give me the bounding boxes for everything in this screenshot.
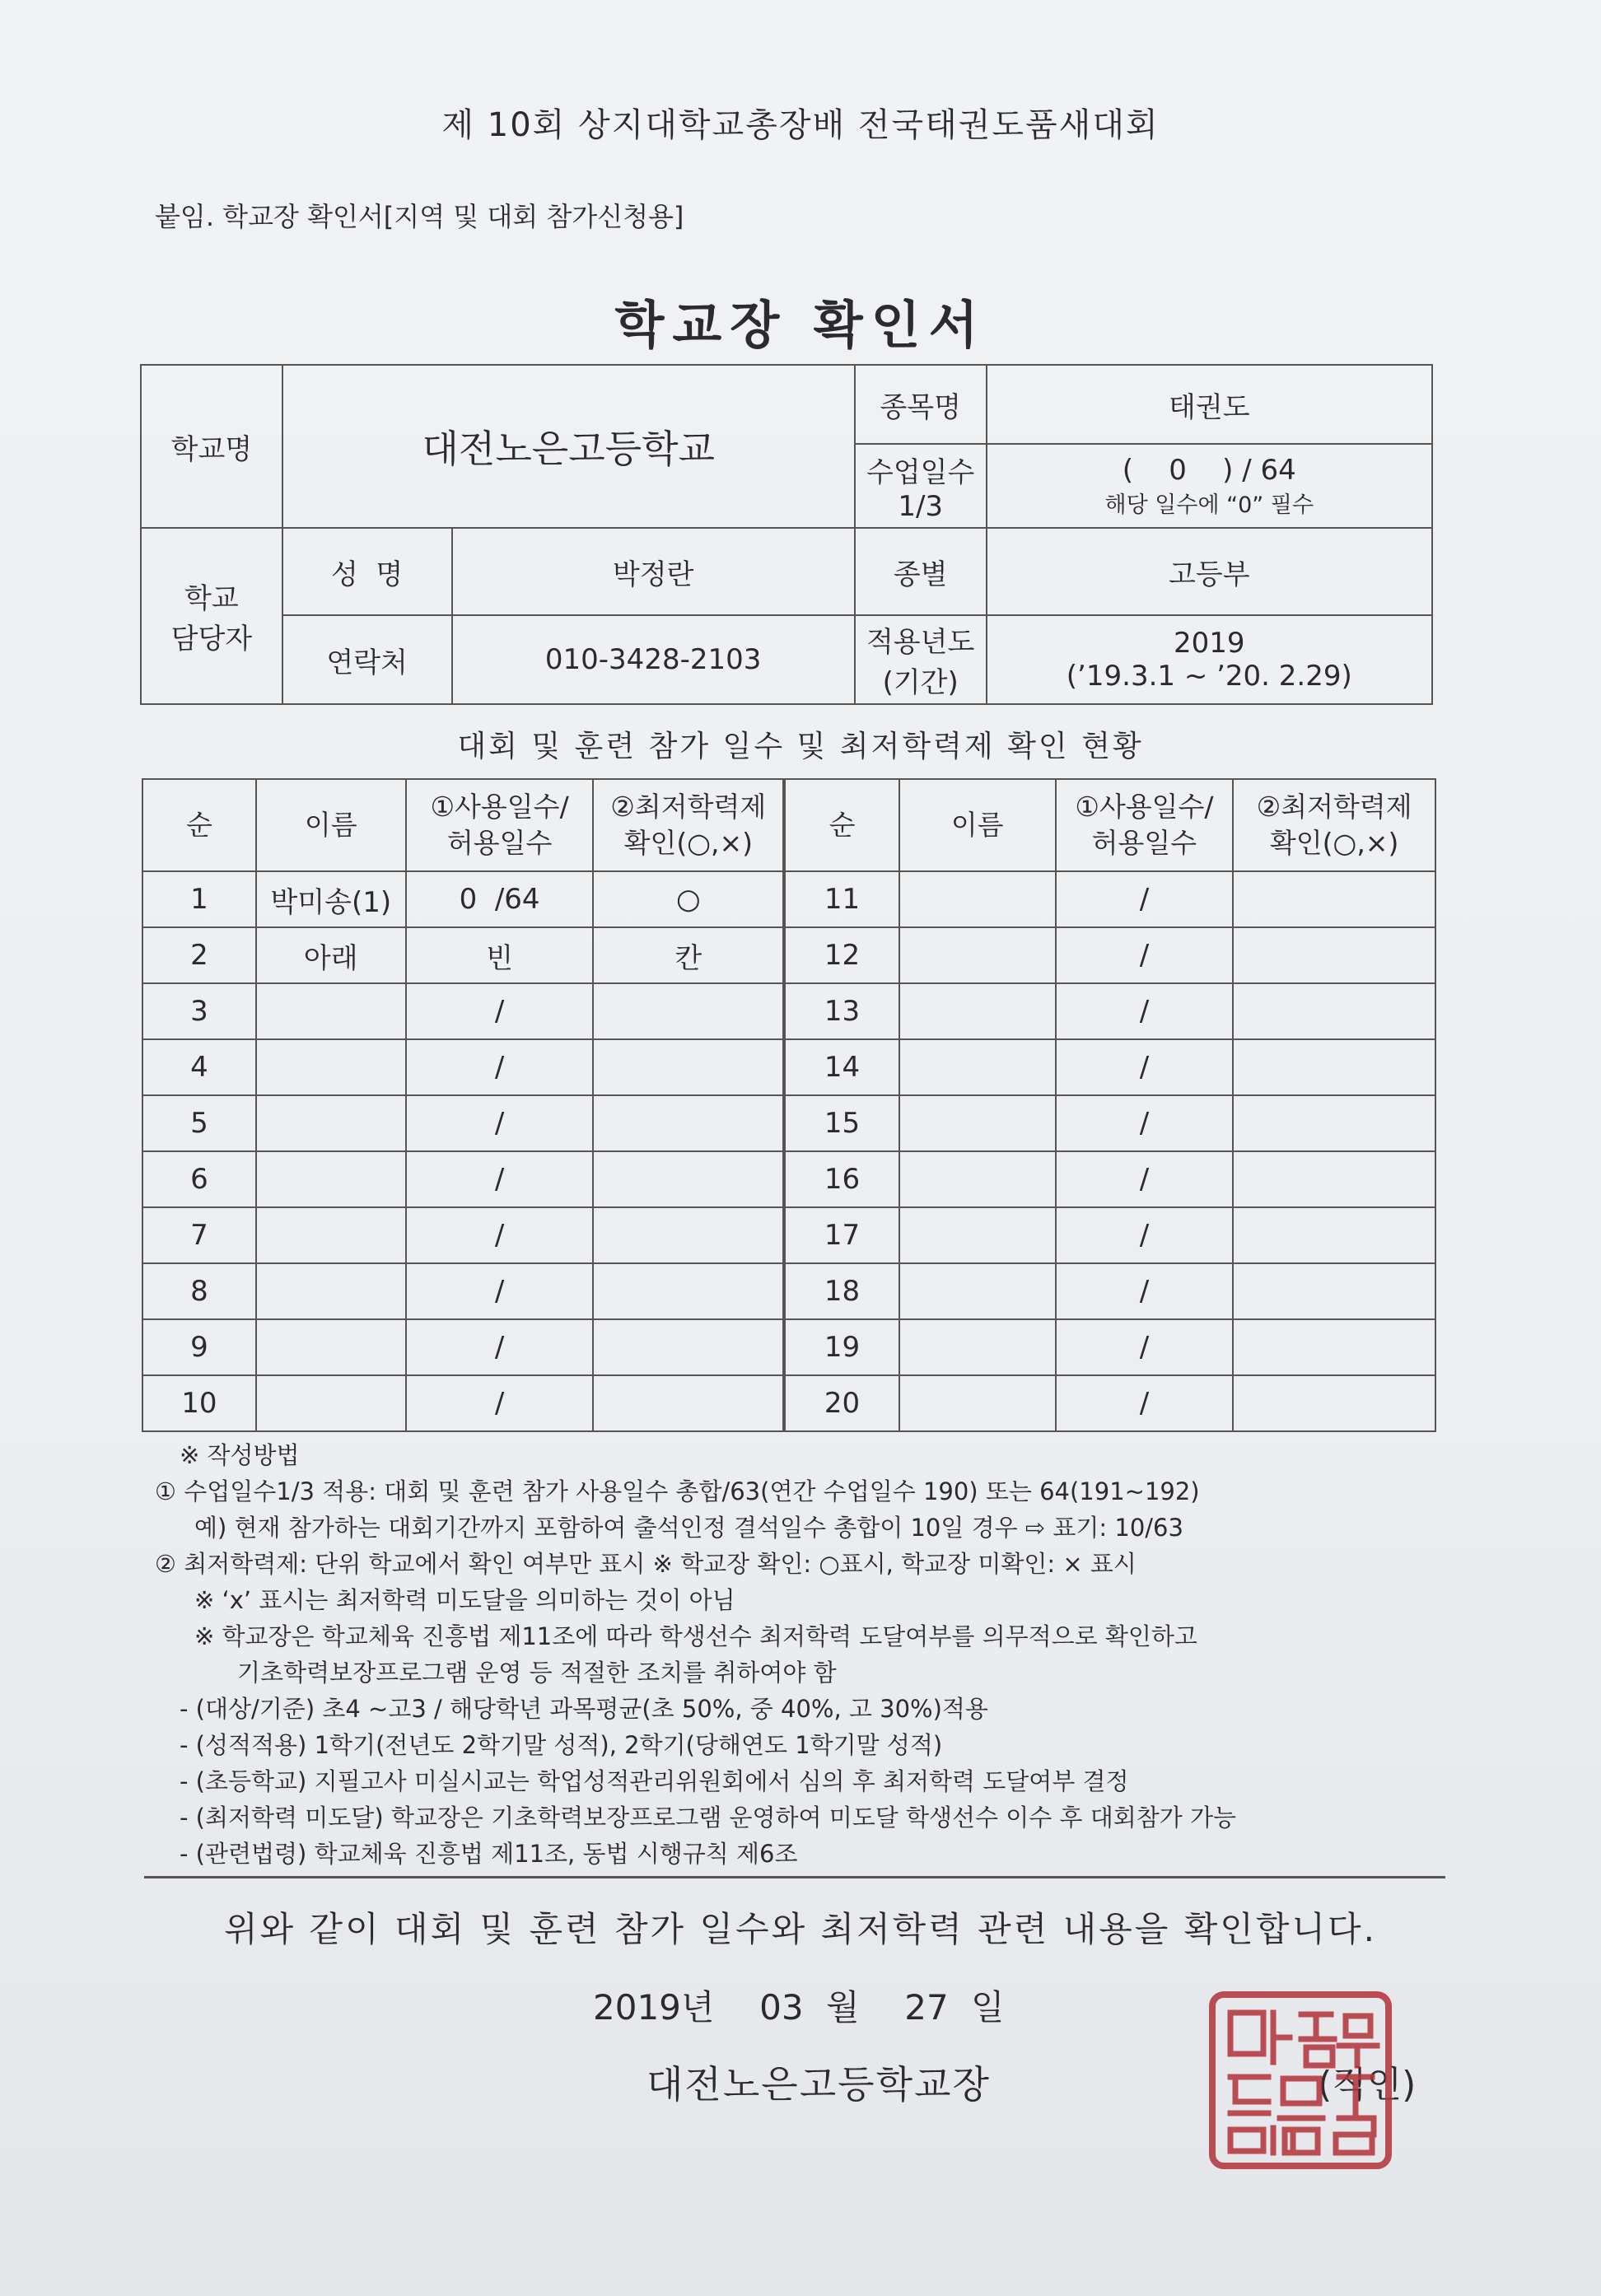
row-check [593,983,784,1039]
row-check [593,1095,784,1151]
row-check [1233,871,1435,927]
note-line: ① 수업일수1/3 적용: 대회 및 훈련 참가 사용일수 총합/63(연간 수업일수 190) 또는 64(191~192) [155,1477,1200,1505]
table-row [142,1319,1435,1375]
note-line: ② 최저학력제: 단위 학교에서 확인 여부만 표시 ※ 학교장 확인: ○표시, 학교장 미확인: × 표시 [155,1550,1137,1578]
table-row [142,1375,1435,1431]
row-check [1233,1263,1435,1319]
row-number: 7 [142,1207,256,1263]
year-value: 2019 [1174,627,1245,660]
row-number: 4 [142,1039,256,1095]
sport-label: 종목명 [855,365,987,444]
row-number: 13 [784,983,899,1039]
principal-signature-line: 대전노은고등학교장 [646,2062,991,2107]
row-name [256,1039,406,1095]
row-days: / [406,983,594,1039]
row-number: 9 [142,1319,256,1375]
col-check [593,779,784,871]
row-days: / [1056,1095,1234,1151]
row-days: / [406,1375,594,1431]
sport-value: 태권도 [987,365,1432,444]
row-number: 12 [784,927,899,983]
division-value: 고등부 [987,528,1432,615]
row-name [899,927,1056,983]
row-days: / [406,1263,594,1319]
row-name [899,871,1056,927]
status-section-title: 대회 및 훈련 참가 일수 및 최저학력제 확인 현황 [457,730,1144,763]
row-number: 5 [142,1095,256,1151]
row-check [593,1319,784,1375]
table-row [142,1263,1435,1319]
row-name: 아래 [256,927,406,983]
contact-value: 010-3428-2103 [452,615,855,704]
school-name: 대전노은고등학교 [282,365,855,528]
row-days: / [406,1319,594,1375]
row-days: / [1056,1263,1234,1319]
info-table [140,364,1433,705]
row-days: / [406,1039,594,1095]
school-label: 학교명 [141,365,282,528]
row-name [899,1039,1056,1095]
row-name [899,1263,1056,1319]
row-check [1233,1319,1435,1375]
row-days: 빈 [406,927,594,983]
row-number: 20 [784,1375,899,1431]
table-row [142,871,1435,927]
row-check [593,1263,784,1319]
row-check [1233,927,1435,983]
row-days: / [406,1207,594,1263]
row-check: 칸 [593,927,784,983]
period-value: (’19.3.1 ~ ’20. 2.29) [1066,660,1352,693]
col-days-2-line2: 허용일수 [1091,827,1197,859]
attachment-note: 붙임. 학교장 확인서[지역 및 대회 참가신청용] [155,201,684,232]
row-name [256,983,406,1039]
row-name [256,1319,406,1375]
note-line: ※ 학교장은 학교체육 진흥법 제11조에 따라 학생선수 최저학력 도달여부를 의무적으로 확인하고 [194,1622,1197,1650]
staff-name: 박정란 [452,528,855,615]
row-check [593,1039,784,1095]
row-number: 6 [142,1151,256,1207]
row-days: / [1056,1375,1234,1431]
note-line: - (초등학교) 지필고사 미실시교는 학업성적관리위원회에서 심의 후 최저학력 도달여부 결정 [180,1767,1129,1795]
status-table [142,778,1436,1432]
col-check-line1: ②최저학력제 [610,791,767,823]
note-line: 기초학력보장프로그램 운영 등 적절한 조치를 취하여야 함 [237,1659,837,1687]
table-row [142,1095,1435,1151]
row-name [899,1375,1056,1431]
row-number: 15 [784,1095,899,1151]
row-name [899,1095,1056,1151]
note-line: 예) 현재 참가하는 대회기간까지 포함하여 출석인정 결석일수 총합이 10일 경우 ⇨ 표기: 10/63 [194,1514,1183,1542]
row-number: 3 [142,983,256,1039]
seal-glyphs [1216,1998,1385,2163]
days-label-line1: 수업일수 [866,455,975,489]
seal-label: (직인) [1318,2064,1417,2106]
row-number: 1 [142,871,256,927]
school-days-cell [987,444,1432,528]
row-name: 박미송(1) [256,871,406,927]
row-check [1233,1375,1435,1431]
row-number: 14 [784,1039,899,1095]
row-check: ○ [593,871,784,927]
staff-label-line2: 담당자 [170,623,253,656]
row-number: 19 [784,1319,899,1375]
row-check [1233,1039,1435,1095]
row-days: / [1056,1039,1234,1095]
row-name [256,1263,406,1319]
row-check [1233,983,1435,1039]
year-cell [987,615,1432,704]
days-label-line2: 1/3 [898,489,944,523]
col-no-2: 순 [784,779,899,871]
row-name [256,1375,406,1431]
days-note: 해당 일수에 “0” 필수 [1104,492,1314,518]
school-days-label [855,444,987,528]
row-name [256,1095,406,1151]
note-line: - (최저학력 미도달) 학교장은 기초학력보장프로그램 운영하여 미도달 학생선수 이수 후 대회참가 가능 [180,1804,1237,1832]
table-row [142,983,1435,1039]
row-check [1233,1151,1435,1207]
col-check-2-line1: ②최저학력제 [1256,791,1412,823]
row-days: / [1056,1319,1234,1375]
col-check-2 [1233,779,1435,871]
staff-label-line1: 학교 [184,582,239,615]
contact-label: 연락처 [282,615,452,704]
col-check-line2: 확인(○,×) [623,827,754,859]
row-name [899,983,1056,1039]
col-days-2 [1056,779,1234,871]
row-number: 2 [142,927,256,983]
row-days: / [1056,1207,1234,1263]
row-number: 10 [142,1375,256,1431]
row-number: 16 [784,1151,899,1207]
table-row [142,1039,1435,1095]
year-label-line2: (기간) [882,666,959,699]
table-row [142,927,1435,983]
table-row [142,1207,1435,1263]
divider [144,1876,1445,1878]
year-label-line1: 적용년도 [866,626,975,659]
col-days-2-line1: ①사용일수/ [1075,791,1214,823]
note-line: - (성적적용) 1학기(전년도 2학기말 성적), 2학기(당해연도 1학기말 성적) [180,1731,943,1759]
year-label [855,615,987,704]
row-number: 8 [142,1263,256,1319]
row-days: / [1056,927,1234,983]
row-check [593,1207,784,1263]
row-check [1233,1207,1435,1263]
row-check [593,1375,784,1431]
note-line: - (대상/기준) 초4 ~고3 / 해당학년 과목평균(초 50%, 중 40%, 고 30%)적용 [180,1695,988,1723]
col-days-line2: 허용일수 [446,827,553,859]
note-line: - (관련법령) 학교체육 진흥법 제11조, 동법 시행규칙 제6조 [180,1840,798,1868]
col-name: 이름 [256,779,406,871]
row-check [593,1151,784,1207]
row-name [899,1319,1056,1375]
row-days: 0 /64 [406,871,594,927]
row-name [256,1151,406,1207]
row-days: / [1056,983,1234,1039]
confirm-date: 2019년 03 월 27 일 [593,1987,1005,2028]
col-name-2: 이름 [899,779,1056,871]
staff-label [141,528,282,704]
notes-heading: ※ 작성방법 [180,1441,300,1469]
row-days: / [406,1095,594,1151]
event-title: 제 10회 상지대학교총장배 전국태권도품새대회 [441,106,1160,144]
col-days-line1: ①사용일수/ [430,791,569,823]
days-value: ( 0 ) / 64 [1122,453,1296,487]
official-seal-stamp [1209,1991,1392,2169]
status-header-row [142,779,1435,871]
confirmation-text: 위와 같이 대회 및 훈련 참가 일수와 최저학력 관련 내용을 확인합니다. [224,1909,1377,1949]
row-days: / [406,1151,594,1207]
col-no: 순 [142,779,256,871]
row-days: / [1056,871,1234,927]
row-name [256,1207,406,1263]
col-check-2-line2: 확인(○,×) [1269,827,1399,859]
note-line: ※ ‘x’ 표시는 최저학력 미도달을 의미하는 것이 아님 [194,1586,735,1614]
writing-instructions [155,1437,1440,1872]
row-name [899,1151,1056,1207]
name-label: 성 명 [282,528,452,615]
row-check [1233,1095,1435,1151]
col-days [406,779,594,871]
row-number: 17 [784,1207,899,1263]
row-name [899,1207,1056,1263]
row-days: / [1056,1151,1234,1207]
document-title: 학교장 확인서 [614,295,987,355]
table-row [142,1151,1435,1207]
division-label: 종별 [855,528,987,615]
row-number: 11 [784,871,899,927]
row-number: 18 [784,1263,899,1319]
